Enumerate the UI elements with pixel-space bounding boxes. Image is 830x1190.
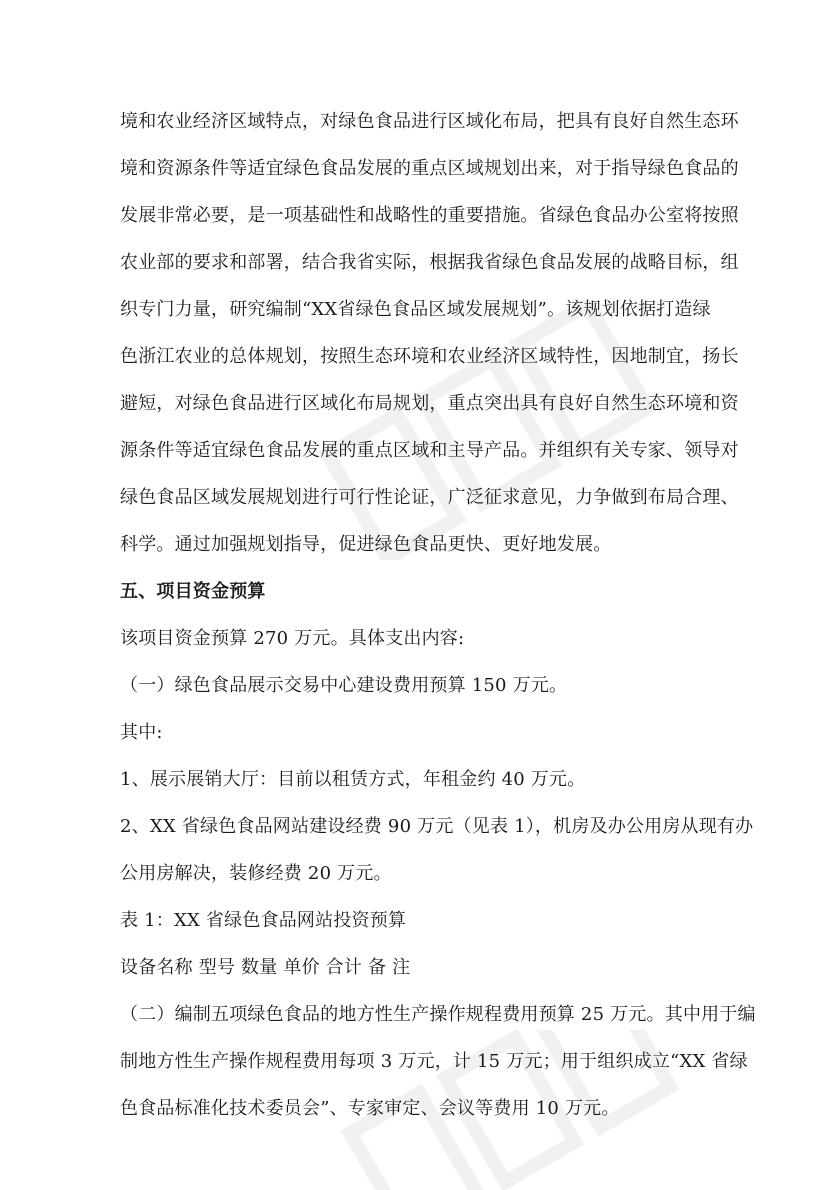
- paragraph-line: 境和资源条件等适宜绿色食品发展的重点区域规划出来，对于指导绿色食品的: [120, 158, 739, 179]
- section-heading: 五、项目资金预算: [120, 581, 266, 602]
- paragraph-line: 织专门力量，研究编制“XX省绿色食品区域发展规划”。该规划依据打造绿: [120, 299, 711, 320]
- paragraph-line: 境和农业经济区域特点，对绿色食品进行区域化布局，把具有良好自然生态环: [120, 111, 739, 132]
- budget-item-2-line: 制地方性生产操作规程费用每项 3 万元，计 15 万元；用于组织成立“XX 省绿: [120, 1051, 748, 1072]
- sub-item-2-line: 2、XX 省绿色食品网站建设经费 90 万元（见表 1），机房及办公用房从现有办: [120, 816, 754, 837]
- budget-item-2-line: 色食品标准化技术委员会”、专家审定、会议等费用 10 万元。: [120, 1098, 620, 1119]
- table-caption: 表 1：XX 省绿色食品网站投资预算: [120, 910, 407, 931]
- among-label: 其中:: [120, 722, 163, 743]
- paragraph-line: 科学。通过加强规划指导，促进绿色食品更快、更好地发展。: [120, 534, 612, 555]
- watermark-icon: [300, 300, 720, 560]
- budget-item-1: （一）绿色食品展示交易中心建设费用预算 150 万元。: [120, 675, 568, 696]
- paragraph-line: 发展非常必要，是一项基础性和战略性的重要措施。省绿色食品办公室将按照: [120, 205, 739, 226]
- budget-intro: 该项目资金预算 270 万元。具体支出内容:: [120, 628, 465, 649]
- budget-item-2-line: （二）编制五项绿色食品的地方性生产操作规程费用预算 25 万元。其中用于编: [120, 1004, 756, 1025]
- paragraph-line: 色浙江农业的总体规划，按照生态环境和农业经济区域特性，因地制宜，扬长: [120, 346, 739, 367]
- paragraph-line: 绿色食品区域发展规划进行可行性论证，广泛征求意见，力争做到布局合理、: [120, 487, 739, 508]
- sub-item-1: 1、展示展销大厅：目前以租赁方式，年租金约 40 万元。: [120, 769, 586, 790]
- sub-item-2-line: 公用房解决，装修经费 20 万元。: [120, 863, 392, 884]
- table-header: 设备名称 型号 数量 单价 合计 备 注: [120, 957, 411, 978]
- paragraph-line: 农业部的要求和部署，结合我省实际，根据我省绿色食品发展的战略目标，组: [120, 252, 739, 273]
- paragraph-line: 源条件等适宜绿色食品发展的重点区域和主导产品。并组织有关专家、领导对: [120, 440, 739, 461]
- paragraph-line: 避短，对绿色食品进行区域化布局规划，重点突出具有良好自然生态环境和资: [120, 393, 739, 414]
